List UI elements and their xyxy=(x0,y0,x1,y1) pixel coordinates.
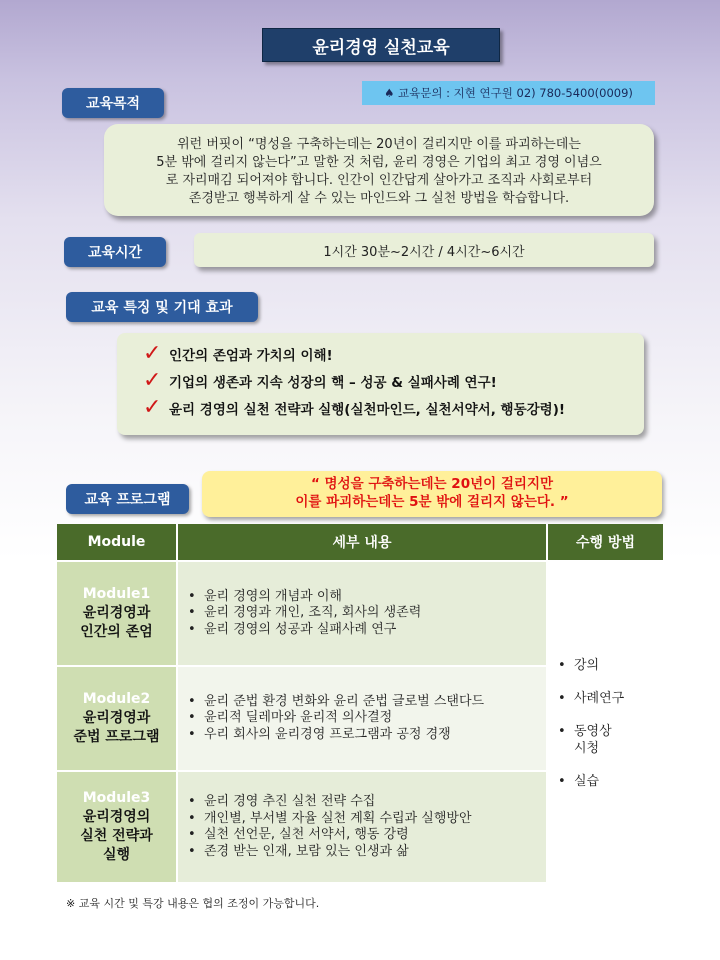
header-method: 수행 방법 xyxy=(548,524,663,562)
purpose-panel xyxy=(104,124,654,216)
detail-cell xyxy=(178,562,548,667)
features-label: 교육 특징 및 기대 효과 xyxy=(66,292,258,322)
method-item: • 실습 xyxy=(558,773,663,790)
method-item: • 사례연구 xyxy=(558,690,663,707)
module-cell xyxy=(57,772,178,884)
detail-item: • 윤리적 딜레마와 윤리적 의사결정 xyxy=(188,710,546,727)
detail-item: • 윤리 준법 환경 변화와 윤리 준법 글로벌 스탠다드 xyxy=(188,694,546,711)
feature-item xyxy=(143,367,644,394)
checkmark-icon: ✓ xyxy=(143,340,162,366)
time-value: 1시간 30분~2시간 / 4시간~6시간 xyxy=(323,245,525,260)
detail-item: • 존경 받는 인재, 보람 있는 인생과 삶 xyxy=(188,844,546,861)
header-details: 세부 내용 xyxy=(178,524,548,562)
module-number: Module3 xyxy=(82,790,151,806)
detail-item: • 실천 선언문, 실천 서약서, 행동 강령 xyxy=(188,827,546,844)
module-name: 윤리경영과 xyxy=(82,605,151,621)
program-label: 교육 프로그램 xyxy=(66,484,189,514)
module-name: 실행 xyxy=(102,847,131,863)
purpose-line: 위런 버핏이 “명성을 구축하는데는 20년이 걸리지만 이를 파괴하는데는 xyxy=(177,137,581,152)
checkmark-icon: ✓ xyxy=(143,394,162,420)
detail-cell xyxy=(178,772,548,884)
method-item: • 강의 xyxy=(558,657,663,674)
module-name: 윤리경영의 xyxy=(82,809,151,825)
footnote: ※ 교육 시간 및 특강 내용은 협의 조정이 가능합니다. xyxy=(66,897,320,910)
table-header-row xyxy=(57,524,663,562)
module-cell xyxy=(57,562,178,667)
purpose-label: 교육목적 xyxy=(62,88,164,118)
checkmark-icon: ✓ xyxy=(143,367,162,393)
module-name: 실천 전략과 xyxy=(80,828,153,844)
contact-info: ♠ 교육문의 : 지현 연구원 02) 780-5400(0009) xyxy=(362,81,655,105)
features-panel xyxy=(117,333,644,435)
method-item: • 동영상 시청 xyxy=(558,723,628,757)
module-name: 인간의 존엄 xyxy=(80,624,153,640)
feature-item xyxy=(143,394,644,421)
program-table xyxy=(57,524,663,884)
time-panel xyxy=(194,233,654,267)
feature-item xyxy=(143,340,644,367)
time-label: 교육시간 xyxy=(64,237,166,267)
quote-line: 이를 파괴하는데는 5분 밖에 걸리지 않는다. ” xyxy=(295,494,569,510)
quote-line: “ 명성을 구축하는데는 20년이 걸리지만 xyxy=(310,476,554,492)
detail-item: • 윤리 경영 추진 실천 전략 수집 xyxy=(188,794,546,811)
page-title: 윤리경영 실천교육 xyxy=(262,28,500,62)
purpose-line: 로 자리매김 되어져야 합니다. 인간이 인간답게 살아가고 조직과 사회로부터 xyxy=(165,173,593,188)
module-number: Module2 xyxy=(82,691,151,707)
feature-text: 기업의 생존과 지속 성장의 핵 – 성공 & 실패사례 연구! xyxy=(169,374,497,391)
module-number: Module1 xyxy=(82,586,151,602)
header-module: Module xyxy=(57,524,178,562)
module-cell xyxy=(57,667,178,772)
feature-text: 인간의 존엄과 가치의 이해! xyxy=(169,347,333,364)
detail-cell xyxy=(178,667,548,772)
module-name: 윤리경영과 xyxy=(82,710,151,726)
detail-item: • 개인별, 부서별 자율 실천 계획 수립과 실행방안 xyxy=(188,811,546,828)
purpose-line: 존경받고 행복하게 살 수 있는 마인드와 그 실천 방법을 학습합니다. xyxy=(188,191,570,206)
method-cell xyxy=(548,562,663,884)
detail-item: • 윤리 경영과 개인, 조직, 회사의 생존력 xyxy=(188,605,546,622)
detail-item: • 윤리 경영의 성공과 실패사례 연구 xyxy=(188,622,546,639)
table-row xyxy=(57,562,663,667)
feature-text: 윤리 경영의 실천 전략과 실행(실천마인드, 실천서약서, 행동강령)! xyxy=(169,401,566,418)
quote-box xyxy=(202,471,662,517)
detail-item: • 윤리 경영의 개념과 이해 xyxy=(188,589,546,606)
purpose-text xyxy=(104,124,654,220)
module-name: 준법 프로그램 xyxy=(73,729,160,745)
detail-item: • 우리 회사의 윤리경영 프로그램과 공정 경쟁 xyxy=(188,727,546,744)
purpose-line: 5분 밖에 걸리지 않는다”고 말한 것 처럼, 윤리 경영은 기업의 최고 경영 이념으 xyxy=(156,155,602,170)
